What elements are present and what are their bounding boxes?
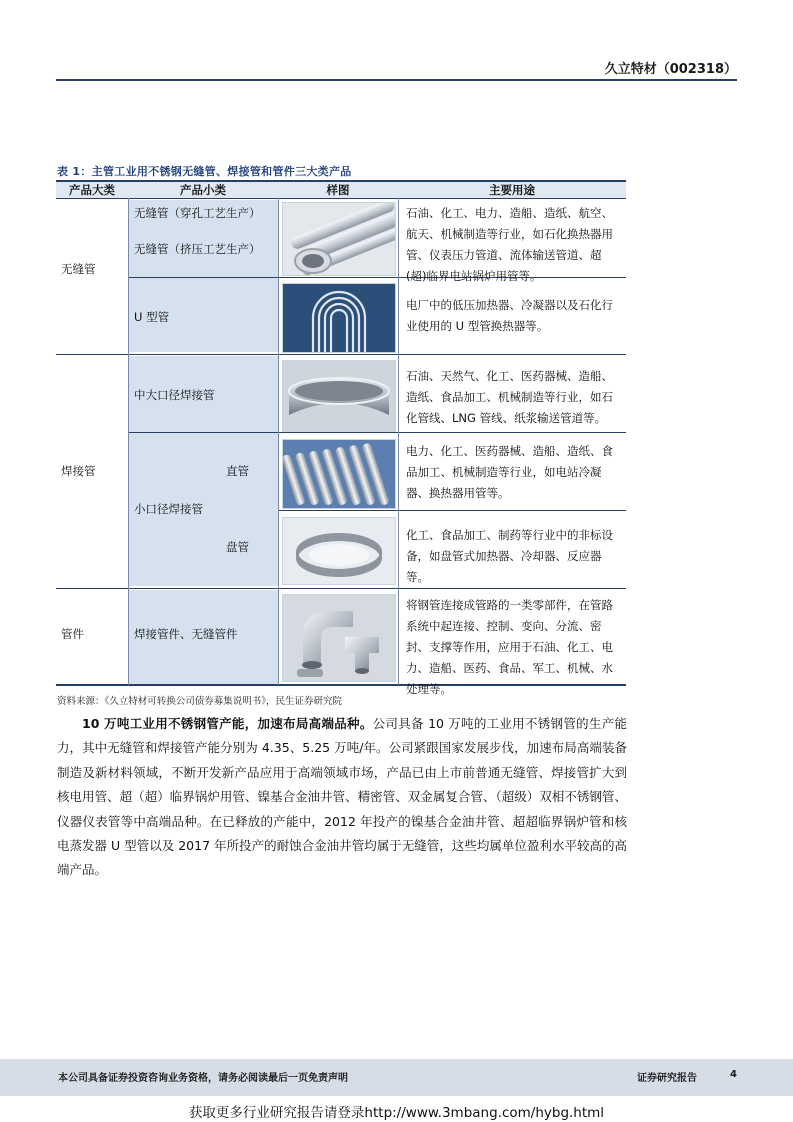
straight-tubes-photo bbox=[282, 439, 396, 509]
use-fittings: 将钢管连接成管路的一类零部件，在管路系统中起连接、控制、变向、分流、密封、支撑等作用，应用于石油、化工、电力、造船、医药、食品、军工、机械、水处理等。 bbox=[406, 598, 613, 696]
subcategory-u-tube: U 型管 bbox=[134, 310, 170, 324]
u-tubes-photo bbox=[282, 283, 396, 353]
use-seamless: 石油、化工、电力、造船、造纸、航空、航天、机械制造等行业，如石化换热器用管、仪表压力管道、流体输送管道、超(超)临界电站锅炉用管等。 bbox=[406, 206, 613, 283]
seamless-pipes-photo bbox=[282, 202, 396, 276]
column-rule bbox=[398, 198, 399, 685]
header-rule bbox=[56, 79, 737, 81]
column-header-category: 产品大类 bbox=[69, 183, 115, 197]
subcategory-large-welded: 中大口径焊接管 bbox=[134, 388, 215, 402]
subcategory-extrusion: 无缝管（挤压工艺生产） bbox=[134, 242, 261, 256]
group-rule bbox=[56, 588, 626, 589]
category-seamless: 无缝管 bbox=[61, 262, 96, 276]
use-straight: 电力、化工、医药器械、造船、造纸、食品加工、机械制造等行业，如电站冷凝器、换热器用管等。 bbox=[406, 444, 613, 500]
page-number: 4 bbox=[730, 1069, 737, 1080]
body-lead: 10 万吨工业用不锈钢管产能，加速布局高端品种。 bbox=[82, 716, 373, 731]
use-coil: 化工、食品加工、制药等行业中的非标设备，如盘管式加热器、冷却器、反应器等。 bbox=[406, 528, 613, 584]
body-text: 公司具备 10 万吨的工业用不锈钢管的生产能力，其中无缝管和焊接管产能分别为 4.35、5.25 万吨/年。公司紧跟国家发展步伐，加速布局高端装备制造及新材料领域，不断开发新产品应用于高端领域市场，产品已由上市前普通无缝管、焊接管扩大到核电用管、超（超）临界锅炉用管、镍基合金油井管、精密管、双金属复合管、（超级）双相不锈钢管、仪器仪表管等中高端品种。在已释放的产能中，2012 年投产的镍基合金油井管、超超临界锅炉管和核电蒸发器 U 型管以及 2017 年所投产的耐蚀合金油井管均属于无缝管，这些均属单位盈利水平较高的高端产品。 bbox=[57, 716, 628, 878]
column-header-subcategory: 产品小类 bbox=[180, 183, 226, 197]
column-rule bbox=[278, 198, 279, 685]
column-header-main-use: 主要用途 bbox=[489, 183, 535, 197]
subcategory-coil: 盘管 bbox=[226, 540, 249, 554]
pipe-fittings-photo bbox=[282, 594, 396, 682]
subcategory-perforation: 无缝管（穿孔工艺生产） bbox=[134, 206, 261, 220]
table-source: 资料来源：《久立特材可转换公司债券募集说明书》，民生证券研究院 bbox=[57, 696, 343, 707]
category-welded: 焊接管 bbox=[61, 464, 96, 478]
body-paragraph bbox=[57, 712, 627, 883]
subcategory-straight: 直管 bbox=[226, 464, 249, 478]
product-table bbox=[56, 180, 626, 696]
row-rule bbox=[128, 432, 626, 433]
table-header-rule bbox=[56, 198, 626, 199]
footer-disclaimer: 本公司具备证券投资咨询业务资格，请务必阅读最后一页免责声明 bbox=[58, 1073, 348, 1084]
table-caption: 表 1：主管工业用不锈钢无缝管、焊接管和管件三大类产品 bbox=[57, 165, 352, 178]
use-large-welded: 石油、天然气、化工、医药器械、造船、造纸、食品加工、机械制造等行业，如石化管线、LNG 管线、纸浆输送管道等。 bbox=[406, 369, 613, 425]
group-rule bbox=[56, 354, 626, 355]
large-welded-pipe-photo bbox=[282, 360, 396, 432]
promo-link[interactable]: 获取更多行业研究报告请登录http://www.3mbang.com/hybg.html bbox=[188, 1105, 605, 1121]
header-title: 久立特材（002318） bbox=[604, 62, 737, 77]
footer-report-type: 证券研究报告 bbox=[637, 1073, 697, 1084]
subcategory-small-welded: 小口径焊接管 bbox=[134, 502, 203, 516]
coil-tube-photo bbox=[282, 517, 396, 585]
column-header-sample-image: 样图 bbox=[326, 183, 350, 197]
subcategory-fittings: 焊接管件、无缝管件 bbox=[134, 627, 238, 641]
use-u-tube: 电厂中的低压加热器、冷凝器以及石化行业使用的 U 型管换热器等。 bbox=[406, 298, 613, 333]
column-rule bbox=[128, 198, 129, 685]
category-fittings: 管件 bbox=[61, 627, 84, 641]
row-rule bbox=[278, 510, 626, 511]
